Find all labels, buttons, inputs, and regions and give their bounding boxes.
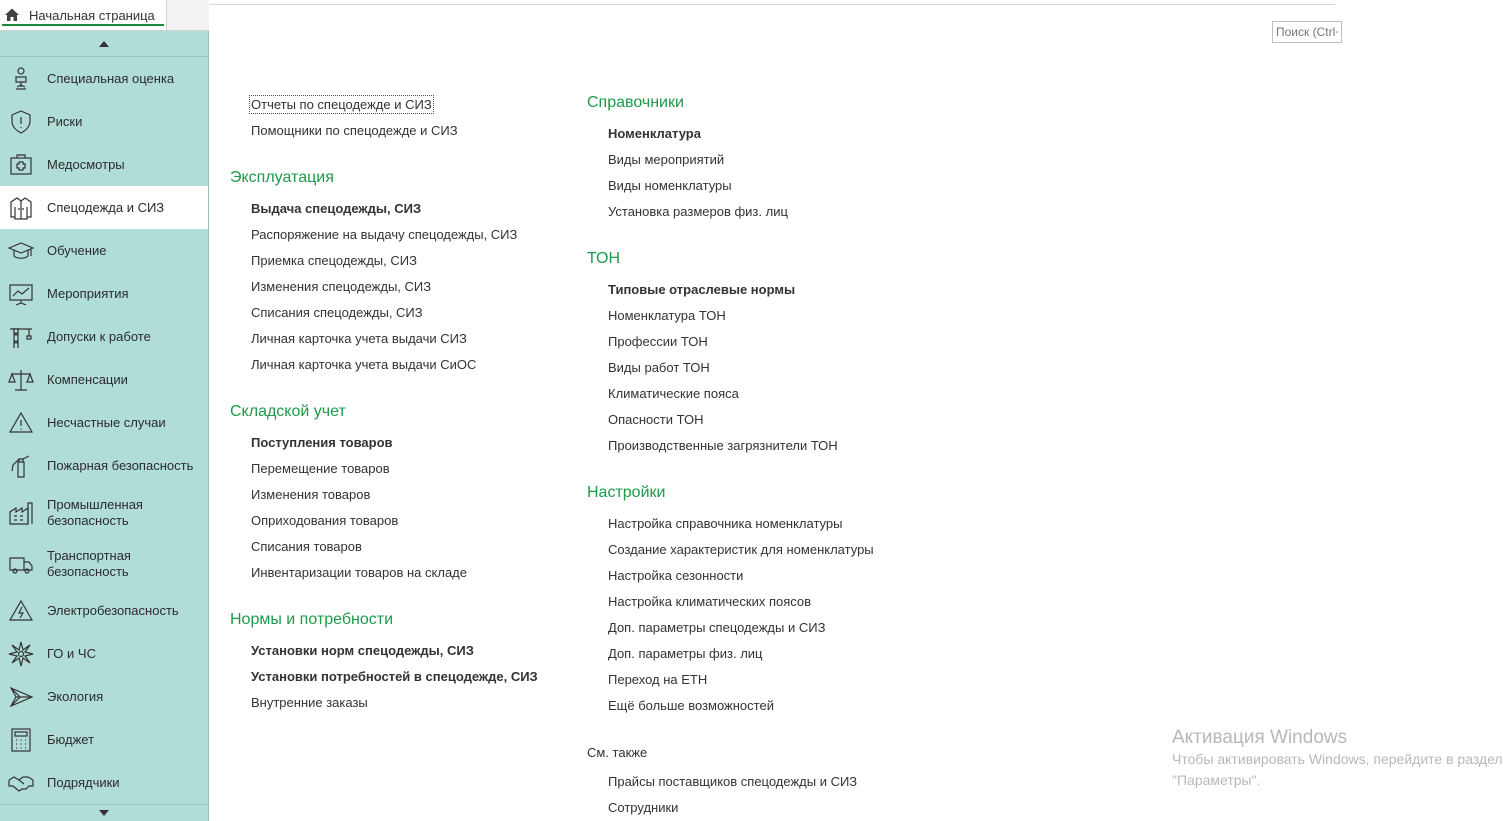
link-see-also-0[interactable]: Прайсы поставщиков спецодежды и СИЗ	[608, 774, 858, 789]
link-exploitation-6[interactable]: Личная карточка учета выдачи СиОС	[251, 357, 477, 372]
sidebar-item-label: Бюджет	[47, 731, 95, 747]
medical-cross-icon	[8, 152, 34, 178]
handshake-icon	[8, 770, 34, 796]
sidebar-item-training[interactable]	[0, 229, 208, 272]
link-ton-6[interactable]: Производственные загрязнители ТОН	[608, 438, 838, 453]
link-reports[interactable]: Отчеты по спецодежде и СИЗ	[251, 97, 432, 112]
link-ton-2[interactable]: Профессии ТОН	[608, 334, 708, 349]
link-see-also-1[interactable]: Сотрудники	[608, 800, 679, 815]
shield-alert-icon	[8, 109, 34, 135]
sidebar-item-events[interactable]	[0, 272, 208, 315]
sidebar-item-workwear[interactable]	[0, 186, 208, 229]
link-exploitation-1[interactable]: Распоряжение на выдачу спецодежды, СИЗ	[251, 227, 518, 242]
link-settings-0[interactable]: Настройка справочника номенклатуры	[608, 516, 843, 531]
scales-icon	[8, 367, 34, 393]
sidebar-scroll-down-button[interactable]	[0, 804, 208, 821]
sidebar-item-label: Спецодежда и СИЗ	[47, 199, 165, 215]
warning-triangle-icon	[8, 410, 34, 436]
sidebar-item-ecology[interactable]	[0, 675, 208, 718]
sidebar-item-label: Несчастные случаи	[47, 414, 166, 430]
see-also-title: См. также	[587, 745, 648, 760]
sidebar-item-label: Промышленная безопасность	[47, 496, 143, 528]
sidebar-item-risks[interactable]	[0, 100, 208, 143]
link-warehouse-4[interactable]: Списания товаров	[251, 539, 362, 554]
home-icon	[4, 7, 20, 23]
sidebar-item-label: Медосмотры	[47, 156, 125, 172]
link-norms-1[interactable]: Установки потребностей в спецодежде, СИЗ	[251, 669, 538, 684]
link-norms-2[interactable]: Внутренние заказы	[251, 695, 368, 710]
tab-strip	[0, 0, 209, 31]
sidebar-item-civil-defense[interactable]	[0, 632, 208, 675]
sidebar-item-label: Компенсации	[47, 371, 128, 387]
sidebar-item-label: Риски	[47, 113, 83, 129]
sidebar-item-label: Электробезопасность	[47, 602, 179, 618]
sidebar-item-label: Пожарная безопасность	[47, 457, 194, 473]
sidebar-item-budget[interactable]	[0, 718, 208, 761]
sidebar-item-electrical-safety[interactable]	[0, 589, 208, 632]
calculator-icon	[8, 727, 34, 753]
sidebar-item-compensations[interactable]	[0, 358, 208, 401]
section-title-ton: ТОН	[587, 250, 621, 267]
link-settings-1[interactable]: Создание характеристик для номенклатуры	[608, 542, 874, 557]
sidebar-item-label: Подрядчики	[47, 774, 120, 790]
link-ton-4[interactable]: Климатические пояса	[608, 386, 739, 401]
link-ton-3[interactable]: Виды работ ТОН	[608, 360, 710, 375]
high-voltage-icon	[8, 598, 34, 624]
graduation-cap-icon	[8, 238, 34, 264]
sections-sidebar	[0, 31, 209, 821]
sidebar-item-work-permits[interactable]	[0, 315, 208, 358]
sidebar-item-industrial-safety[interactable]	[0, 487, 208, 538]
section-content	[210, 0, 1503, 821]
chevron-down-icon	[99, 810, 109, 816]
crane-icon	[8, 324, 34, 350]
link-ton-1[interactable]: Номенклатура ТОН	[608, 308, 726, 323]
link-settings-3[interactable]: Настройка климатических поясов	[608, 594, 812, 609]
activation-watermark-title: Активация Windows	[1172, 727, 1348, 748]
sidebar-item-label: Транспортная безопасность	[47, 547, 131, 579]
link-warehouse-1[interactable]: Перемещение товаров	[251, 461, 390, 476]
link-directories-2[interactable]: Виды номенклатуры	[608, 178, 732, 193]
link-directories-3[interactable]: Установка размеров физ. лиц	[608, 204, 788, 219]
link-warehouse-3[interactable]: Оприходования товаров	[251, 513, 399, 528]
link-settings-4[interactable]: Доп. параметры спецодежды и СИЗ	[608, 620, 826, 635]
sidebar-item-label: Допуски к работе	[47, 328, 151, 344]
search-input[interactable]	[1272, 21, 1342, 43]
sidebar-item-special-assessment[interactable]	[0, 57, 208, 100]
home-tab-label: Начальная страница	[29, 7, 155, 23]
link-exploitation-4[interactable]: Списания спецодежды, СИЗ	[251, 305, 423, 320]
active-tab-underline	[2, 24, 164, 26]
link-exploitation-0[interactable]: Выдача спецодежды, СИЗ	[251, 201, 422, 216]
link-settings-5[interactable]: Доп. параметры физ. лиц	[608, 646, 763, 661]
section-title-warehouse: Складской учет	[230, 403, 346, 420]
section-title-directories: Справочники	[587, 94, 684, 111]
link-ton-0[interactable]: Типовые отраслевые нормы	[608, 282, 796, 297]
chevron-up-icon	[99, 41, 109, 47]
link-warehouse-5[interactable]: Инвентаризации товаров на складе	[251, 565, 467, 580]
activation-watermark-text: Чтобы активировать Windows, перейдите в раздел	[1172, 751, 1503, 767]
sidebar-scroll-up-button[interactable]	[0, 31, 208, 57]
link-directories-0[interactable]: Номенклатура	[608, 126, 701, 141]
sidebar-item-transport-safety[interactable]	[0, 538, 208, 589]
truck-icon	[8, 551, 34, 577]
section-title-settings: Настройки	[587, 484, 666, 501]
home-tab[interactable]	[0, 0, 167, 30]
airplane-icon	[8, 684, 34, 710]
workwear-jacket-icon	[8, 195, 34, 221]
sidebar-item-label: Обучение	[47, 242, 107, 258]
sidebar-item-label: Мероприятия	[47, 285, 129, 301]
link-directories-1[interactable]: Виды мероприятий	[608, 152, 725, 167]
person-chair-icon	[8, 66, 34, 92]
link-assistants[interactable]: Помощники по спецодежде и СИЗ	[251, 123, 458, 138]
link-settings-7[interactable]: Ещё больше возможностей	[608, 698, 774, 713]
sidebar-item-label: Экология	[47, 688, 104, 704]
link-warehouse-2[interactable]: Изменения товаров	[251, 487, 371, 502]
sidebar-item-medical-exams[interactable]	[0, 143, 208, 186]
radiation-star-icon	[8, 641, 34, 667]
section-title-exploitation: Эксплуатация	[230, 169, 334, 186]
link-exploitation-5[interactable]: Личная карточка учета выдачи СИЗ	[251, 331, 467, 346]
factory-icon	[8, 500, 34, 526]
link-warehouse-0[interactable]: Поступления товаров	[251, 435, 393, 450]
link-settings-2[interactable]: Настройка сезонности	[608, 568, 744, 583]
fire-extinguisher-icon	[8, 453, 34, 479]
link-settings-6[interactable]: Переход на ЕТН	[608, 672, 708, 687]
top-divider	[210, 4, 1335, 5]
sidebar-item-accidents[interactable]	[0, 401, 208, 444]
sidebar-item-fire-safety[interactable]	[0, 444, 208, 487]
sidebar-item-label: Специальная оценка	[47, 70, 175, 86]
link-ton-5[interactable]: Опасности ТОН	[608, 412, 704, 427]
sidebar-item-contractors[interactable]	[0, 761, 208, 804]
section-title-norms: Нормы и потребности	[230, 611, 393, 628]
link-exploitation-2[interactable]: Приемка спецодежды, СИЗ	[251, 253, 417, 268]
link-exploitation-3[interactable]: Изменения спецодежды, СИЗ	[251, 279, 432, 294]
activation-watermark-text-2: "Параметры".	[1172, 772, 1261, 788]
link-norms-0[interactable]: Установки норм спецодежды, СИЗ	[251, 643, 474, 658]
sidebar-item-label: ГО и ЧС	[47, 645, 96, 661]
presentation-chart-icon	[8, 281, 34, 307]
